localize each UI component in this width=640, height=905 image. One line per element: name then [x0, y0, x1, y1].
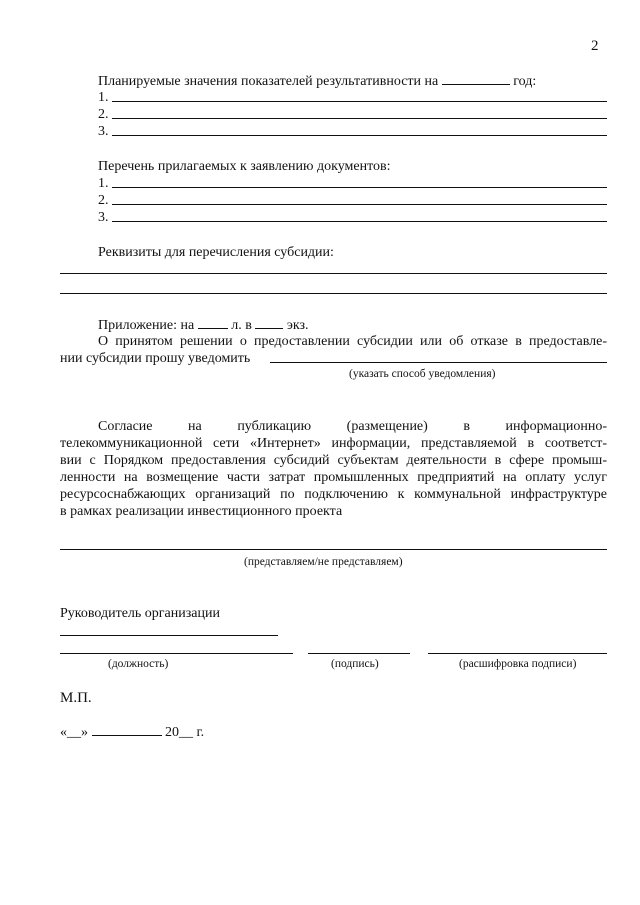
requisites-line-1[interactable] — [60, 273, 607, 274]
notification-method-line[interactable] — [270, 362, 607, 363]
consent-hint: (представляем/не представляем) — [244, 556, 403, 568]
indicators-heading — [98, 72, 536, 90]
date-year-suffix: г. — [196, 725, 205, 740]
position-line[interactable] — [60, 653, 293, 654]
document-item-2-line[interactable] — [112, 204, 607, 205]
attachment-suffix: экз. — [286, 318, 309, 333]
year-blank[interactable] — [442, 72, 510, 85]
date-month-blank[interactable] — [92, 723, 162, 736]
indicator-item-1-line[interactable] — [112, 101, 607, 102]
document-item-1-number: 1. — [98, 176, 109, 191]
consent-line-6: в рамках реализации инвестиционного проекта — [60, 504, 343, 519]
head-name-line[interactable] — [60, 635, 278, 636]
attachment-line — [98, 316, 309, 334]
stamp-label: М.П. — [60, 690, 92, 706]
head-label: Руководитель организации — [60, 606, 220, 621]
consent-line-5: ресурсоснабжающих организаций по подключению к коммунальной инфраструктуре — [60, 487, 607, 502]
requisites-line-2[interactable] — [60, 293, 607, 294]
indicator-item-2-number: 2. — [98, 107, 109, 122]
indicators-heading-suffix: год: — [513, 74, 537, 89]
documents-heading: Перечень прилагаемых к заявлению документов: — [98, 159, 391, 174]
consent-word-5: в — [463, 419, 470, 434]
consent-word-3: публикацию — [237, 419, 312, 434]
attachment-prefix: Приложение: на — [98, 318, 195, 333]
consent-word-1: Согласие — [98, 419, 153, 434]
consent-word-4: (размещение) — [346, 419, 428, 434]
date-year-prefix[interactable]: 20__ — [165, 725, 193, 740]
consent-line-2: телекоммуникационной сети «Интернет» информации, представляемой в соответст- — [60, 436, 607, 451]
indicator-item-3-line[interactable] — [112, 135, 607, 136]
indicator-item-1-number: 1. — [98, 90, 109, 105]
consent-word-2: на — [188, 419, 202, 434]
document-item-3-number: 3. — [98, 210, 109, 225]
document-item-1-line[interactable] — [112, 187, 607, 188]
consent-word-6: информационно- — [505, 419, 607, 434]
consent-line-4: ленности на возмещение части затрат промышленных предприятий на оплату услуг — [60, 470, 607, 485]
consent-line-1 — [98, 418, 607, 435]
signature-line[interactable] — [308, 653, 410, 654]
notification-hint: (указать способ уведомления) — [349, 368, 496, 380]
indicator-item-2-line[interactable] — [112, 118, 607, 119]
date-day[interactable]: «__» — [60, 725, 88, 740]
decoding-line[interactable] — [428, 653, 607, 654]
indicators-heading-text: Планируемые значения показателей результативности на — [98, 74, 439, 89]
attachment-copies-blank[interactable] — [255, 316, 283, 329]
date-line — [60, 723, 204, 741]
position-label: (должность) — [108, 658, 169, 670]
consent-answer-line[interactable] — [60, 549, 607, 550]
decoding-label: (расшифровка подписи) — [459, 658, 577, 670]
requisites-heading: Реквизиты для перечисления субсидии: — [98, 245, 334, 260]
indicator-item-3-number: 3. — [98, 124, 109, 139]
document-item-3-line[interactable] — [112, 221, 607, 222]
notification-line-2: нии субсидии прошу уведомить — [60, 351, 251, 366]
page-number: 2 — [591, 38, 599, 54]
attachment-pages-blank[interactable] — [198, 316, 228, 329]
consent-line-3: вии с Порядком предоставления субсидий субъектам деятельности в сфере промыш- — [60, 453, 607, 468]
notification-line-1: О принятом решении о предоставлении субсидии или об отказе в предоставле- — [98, 334, 607, 349]
document-item-2-number: 2. — [98, 193, 109, 208]
signature-label: (подпись) — [331, 658, 379, 670]
attachment-middle: л. в — [231, 318, 252, 333]
